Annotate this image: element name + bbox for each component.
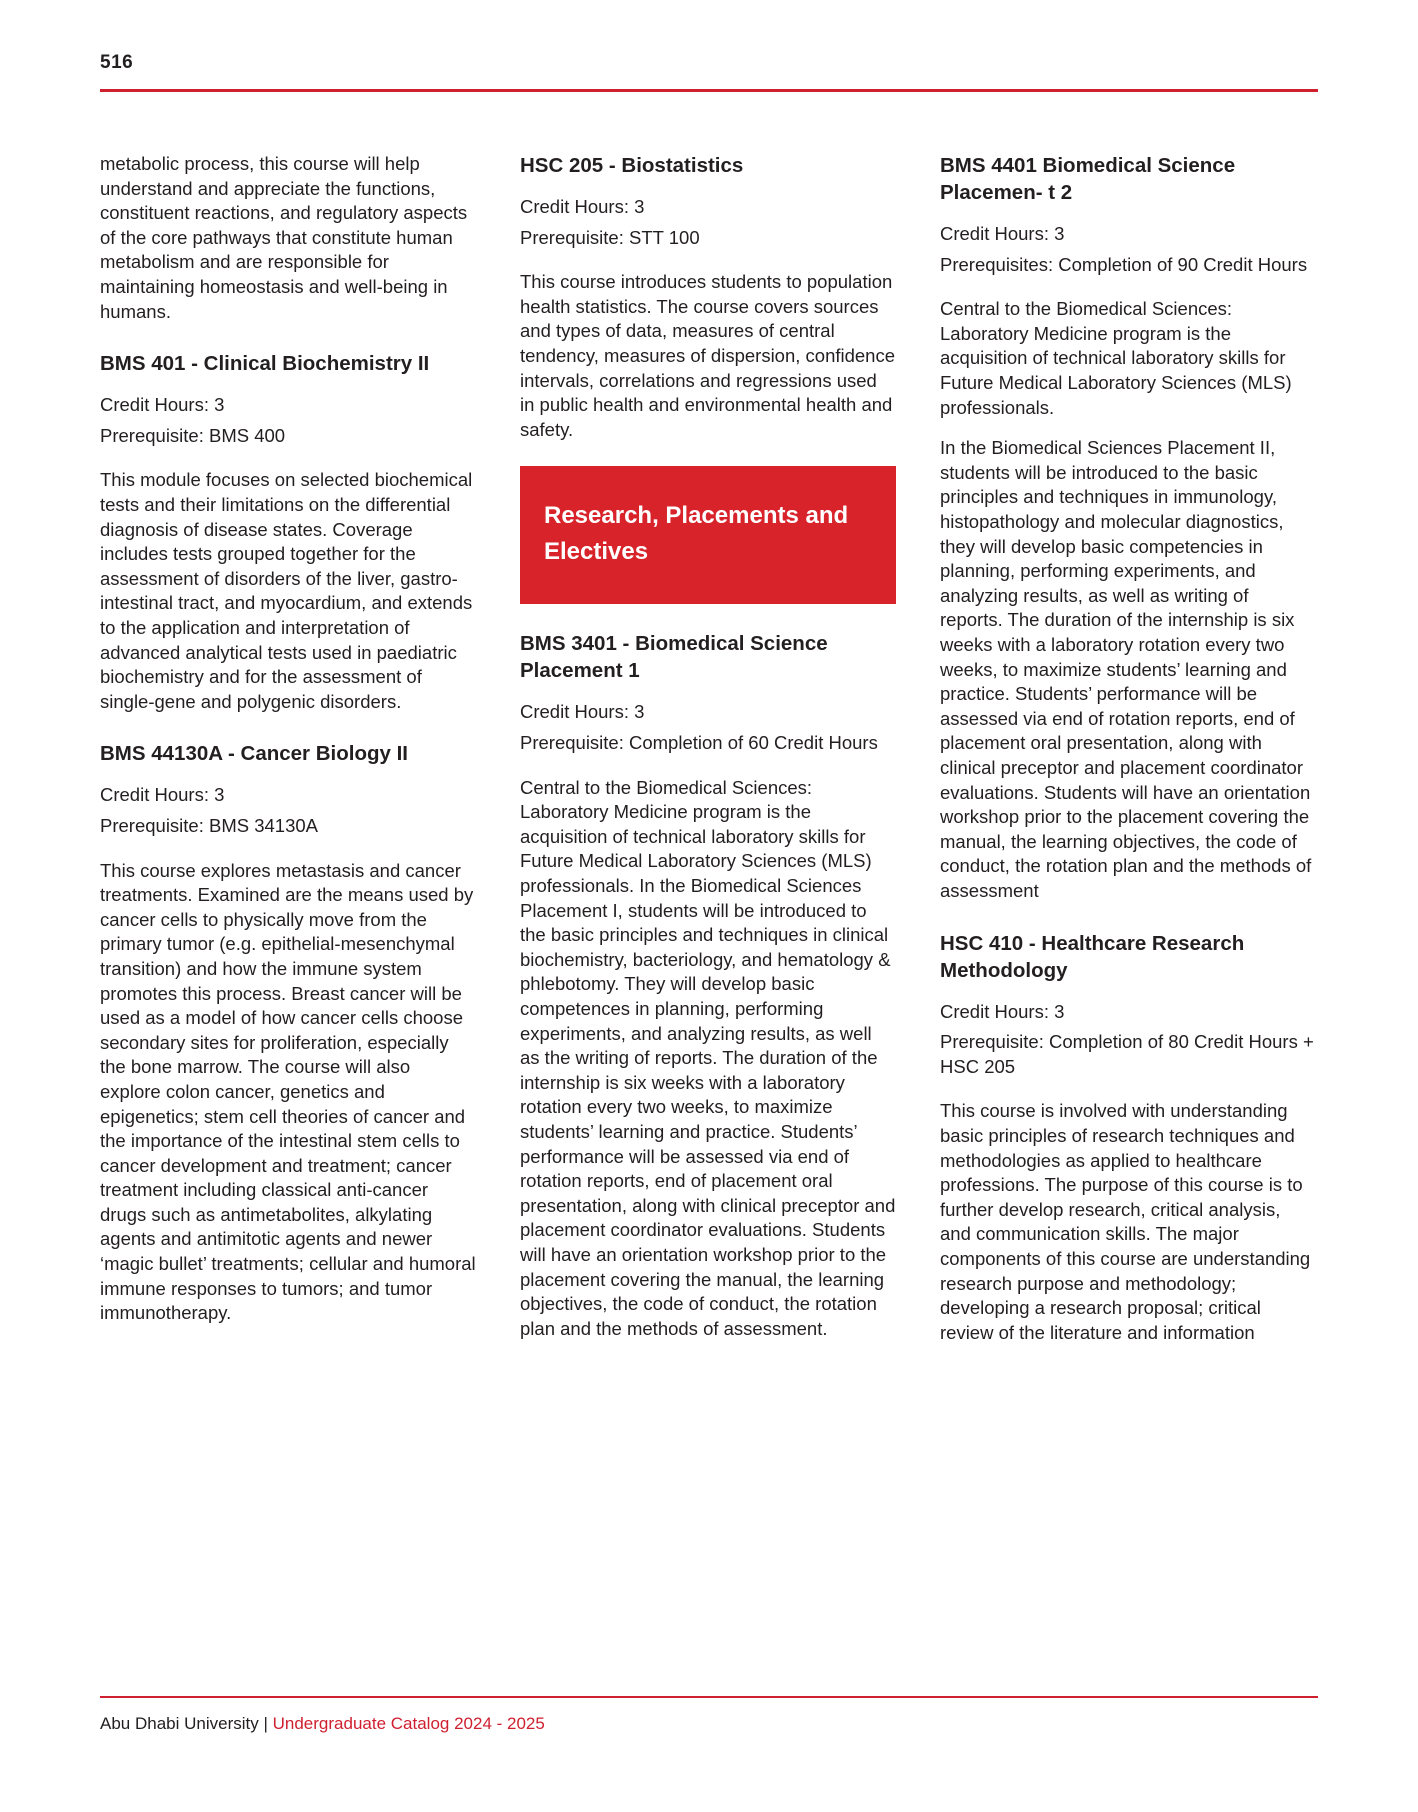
content-columns: [100, 152, 1318, 1662]
header-divider: [100, 89, 1318, 92]
course-title-bms4401: BMS 4401 Biomedical Science Placemen- t 2: [940, 154, 1236, 205]
course-prerequisite-bms3401: Prerequisite: Completion of 60 Credit Hours: [520, 732, 878, 754]
course-description-bms4401-part1: Central to the Biomedical Sciences: Laboratory Medicine program is the acquisition of technical laboratory skills for Future Medical Laboratory Sciences (MLS) professionals.: [940, 298, 1292, 418]
course-title-bms401: BMS 401 - Clinical Biochemistry II: [100, 352, 430, 376]
footer-text: [100, 1714, 545, 1734]
column-middle: [520, 152, 896, 1662]
course-credit-hours-hsc205: Credit Hours: 3: [520, 196, 645, 218]
course-description-bms401: This module focuses on selected biochemical tests and their limitations on the differential diagnosis of disease states. Coverage includes tests grouped together for the assessment of disorders of the liver, gastro-intestinal tract, and myocardium, and extends to the application and interpretation of advanced analytical tests used in paediatric biochemistry and for the assessment of single-gene and polygenic disorders.: [100, 469, 473, 712]
page-header: [100, 52, 1318, 92]
page-footer: [100, 1696, 1318, 1740]
section-banner-research-placements-electives: Research, Placements and Electives: [520, 466, 896, 604]
course-credit-hours-bms4401: Credit Hours: 3: [940, 223, 1065, 245]
footer-separator: |: [258, 1714, 273, 1733]
course-description-bms3401: Central to the Biomedical Sciences: Laboratory Medicine program is the acquisition of technical laboratory skills for Future Medical Laboratory Sciences (MLS) professionals. In the Biomedical Sciences Placement I, students will be introduced to the basic principles and techniques in clinical biochemistry, bacteriology, and hematology & phlebotomy. They will develop basic competences in planning, performing experiments, and analyzing results, as well as the writing of reports. The duration of the internship is six weeks with a laboratory rotation every two weeks, to maximize students’ learning and practice. Students’ performance will be assessed via end of rotation reports, end of placement oral presentation, along with clinical preceptor and placement coordinator evaluations. Students will have an orientation workshop prior to the placement covering the manual, the learning objectives, the code of conduct, the rotation plan and the methods of assessment.: [520, 776, 896, 1339]
course-credit-hours-bms3401: Credit Hours: 3: [520, 701, 645, 723]
page-number: 516: [100, 52, 134, 73]
column-right: [940, 152, 1316, 1662]
course-title-bms3401: BMS 3401 - Biomedical Science Placement 1: [520, 632, 828, 683]
course-description-hsc205: This course introduces students to population health statistics. The course covers sources and types of data, measures of central tendency, measures of dispersion, confidence intervals, correlations and regressions used in public health and environmental health and safety.: [520, 271, 896, 440]
footer-divider: [100, 1696, 1318, 1698]
course-credit-hours-bms44130a: Credit Hours: 3: [100, 784, 225, 806]
course-prerequisite-hsc410: Prerequisite: Completion of 80 Credit Hours + HSC 205: [940, 1031, 1314, 1077]
course-prerequisite-bms4401: Prerequisites: Completion of 90 Credit Hours: [940, 253, 1308, 275]
continued-paragraph: metabolic process, this course will help understand and appreciate the functions, constituent reactions, and regulatory aspects of the core pathways that constitute human metabolism and are responsible for maintaining homeostasis and well-being in humans.: [100, 153, 468, 322]
course-title-hsc410: HSC 410 - Healthcare Research Methodology: [940, 931, 1245, 982]
course-prerequisite-hsc205: Prerequisite: STT 100: [520, 226, 700, 248]
course-title-hsc205: HSC 205 - Biostatistics: [520, 154, 744, 177]
course-description-bms4401-part2: In the Biomedical Sciences Placement II, students will be introduced to the basic principles and techniques in immunology, histopathology and molecular diagnostics, they will develop basic competencies in planning, performing experiments, and analyzing results, as well as writing of reports. The duration of the internship is six weeks with a laboratory rotation every two weeks, to maximize students’ learning and practice. Students’ performance will be assessed via end of rotation reports, end of placement oral presentation, along with clinical preceptor and placement coordinator evaluations. Students will have an orientation workshop prior to the placement covering the manual, the learning objectives, the code of conduct, the rotation plan and the methods of assessment: [940, 437, 1312, 901]
course-title-bms44130a: BMS 44130A - Cancer Biology II: [100, 742, 408, 766]
column-left: [100, 152, 476, 1662]
course-prerequisite-bms44130a: Prerequisite: BMS 34130A: [100, 814, 319, 836]
course-description-bms44130a: This course explores metastasis and cancer treatments. Examined are the means used by cancer cells to physically move from the primary tumor (e.g. epithelial-mesenchymal transition) and how the immune system promotes this process. Breast cancer will be used as a model of how cancer cells choose secondary sites for proliferation, especially the bone marrow. The course will also explore colon cancer, genetics and epigenetics; stem cell theories of cancer and the importance of the intestinal stem cells to cancer development and treatment; cancer treatment including classical anti-cancer drugs such as antimetabolites, alkylating agents and antimitotic agents and newer ‘magic bullet’ treatments; cellular and humoral immune responses to tumors; and tumor immunotherapy.: [100, 859, 476, 1324]
course-prerequisite-bms401: Prerequisite: BMS 400: [100, 424, 286, 446]
footer-catalog: Undergraduate Catalog 2024 - 2025: [272, 1714, 545, 1733]
course-credit-hours-hsc410: Credit Hours: 3: [940, 1000, 1065, 1022]
course-credit-hours-bms401: Credit Hours: 3: [100, 394, 225, 416]
footer-university: Abu Dhabi University: [100, 1714, 259, 1733]
course-description-hsc410: This course is involved with understanding basic principles of research techniques and methodologies as applied to healthcare professions. The purpose of this course is to further develop research, critical analysis, and communication skills. The major components of this course are understanding research purpose and methodology; developing a research proposal; critical review of the literature and information: [940, 1100, 1311, 1343]
